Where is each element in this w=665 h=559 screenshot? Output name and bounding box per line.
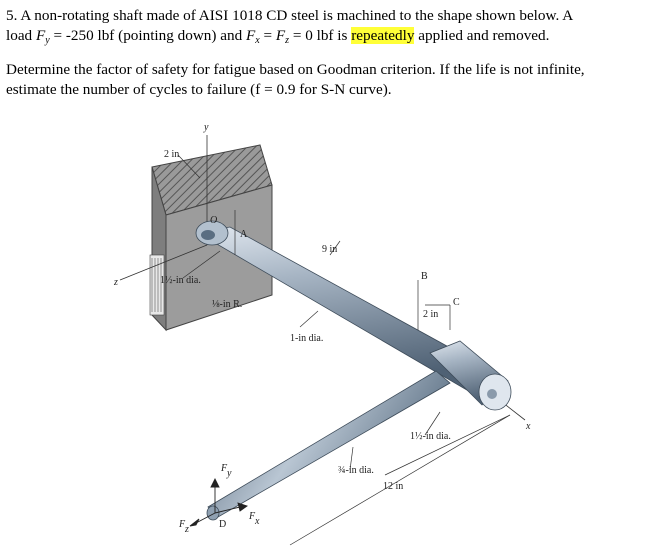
main-shaft bbox=[196, 221, 511, 410]
force-fz-label: F bbox=[179, 519, 186, 530]
force-fz-head bbox=[190, 519, 199, 526]
force-fx-subscript: x bbox=[255, 516, 260, 527]
dim-2in-right-label: 2 in bbox=[423, 309, 439, 320]
equals-sign: = bbox=[263, 27, 273, 44]
problem-line-1: A non-rotating shaft made of AISI 1018 CD steel is machined to the shape shown below. A bbox=[20, 7, 574, 24]
problem-statement bbox=[6, 6, 656, 48]
fz-value: = 0 lbf is bbox=[292, 27, 348, 44]
force-fy-head bbox=[211, 479, 219, 487]
dia-1in-leader bbox=[300, 311, 318, 327]
x-axis-label: x bbox=[526, 421, 531, 432]
dia-1in-label: 1-in dia. bbox=[290, 333, 324, 344]
shaft-figure bbox=[100, 115, 540, 555]
fy-subscript: y bbox=[45, 35, 50, 46]
force-fx-head bbox=[238, 503, 247, 511]
fz-subscript: z bbox=[285, 35, 290, 46]
point-b-label: B bbox=[421, 271, 428, 282]
problem-number: 5. bbox=[6, 7, 18, 24]
question-statement bbox=[6, 60, 656, 100]
point-a-label: A bbox=[240, 229, 248, 240]
dim-9in-label: 9 in bbox=[322, 244, 338, 255]
question-line-1: Determine the factor of safety for fatigue based on Goodman criterion. If the life is not infinite, bbox=[6, 61, 585, 78]
dim-12in-line bbox=[385, 415, 510, 475]
dim-12in-lower-line bbox=[290, 415, 510, 545]
point-c-label: C bbox=[453, 297, 460, 308]
y-axis-label: y bbox=[204, 122, 209, 133]
force-fx-label: F bbox=[249, 511, 256, 522]
dia-right-label: 1½-in dia. bbox=[410, 431, 451, 442]
dim-2in-top-label: 2 in bbox=[164, 149, 180, 160]
highlighted-word: repeatedly bbox=[351, 27, 415, 44]
dim-12in-label: 12 in bbox=[383, 481, 404, 492]
force-fz-subscript: z bbox=[185, 524, 189, 535]
force-fy-subscript: y bbox=[227, 468, 232, 479]
problem-text bbox=[6, 6, 656, 100]
fx-symbol: F bbox=[245, 27, 256, 44]
arm-shaft bbox=[207, 371, 450, 520]
fillet-label: ⅛-in R. bbox=[212, 299, 243, 310]
dia-small-label: ¾-in dia. bbox=[338, 465, 374, 476]
fx-subscript: x bbox=[255, 35, 260, 46]
point-d-label: D bbox=[219, 519, 227, 530]
fy-value: = -250 lbf (pointing down) and bbox=[53, 27, 243, 44]
question-line-2: estimate the number of cycles to failure (f = 0.9 for S-N curve). bbox=[6, 81, 392, 98]
force-fy-label: F bbox=[221, 463, 228, 474]
after-highlight: applied and removed. bbox=[418, 27, 550, 44]
dia-large-label: 1½-in dia. bbox=[160, 275, 201, 286]
origin-label: O bbox=[210, 215, 218, 226]
load-prefix: load bbox=[6, 27, 33, 44]
fz-symbol: F bbox=[275, 27, 286, 44]
fy-symbol: F bbox=[35, 27, 46, 44]
z-axis-label: z bbox=[114, 277, 118, 288]
